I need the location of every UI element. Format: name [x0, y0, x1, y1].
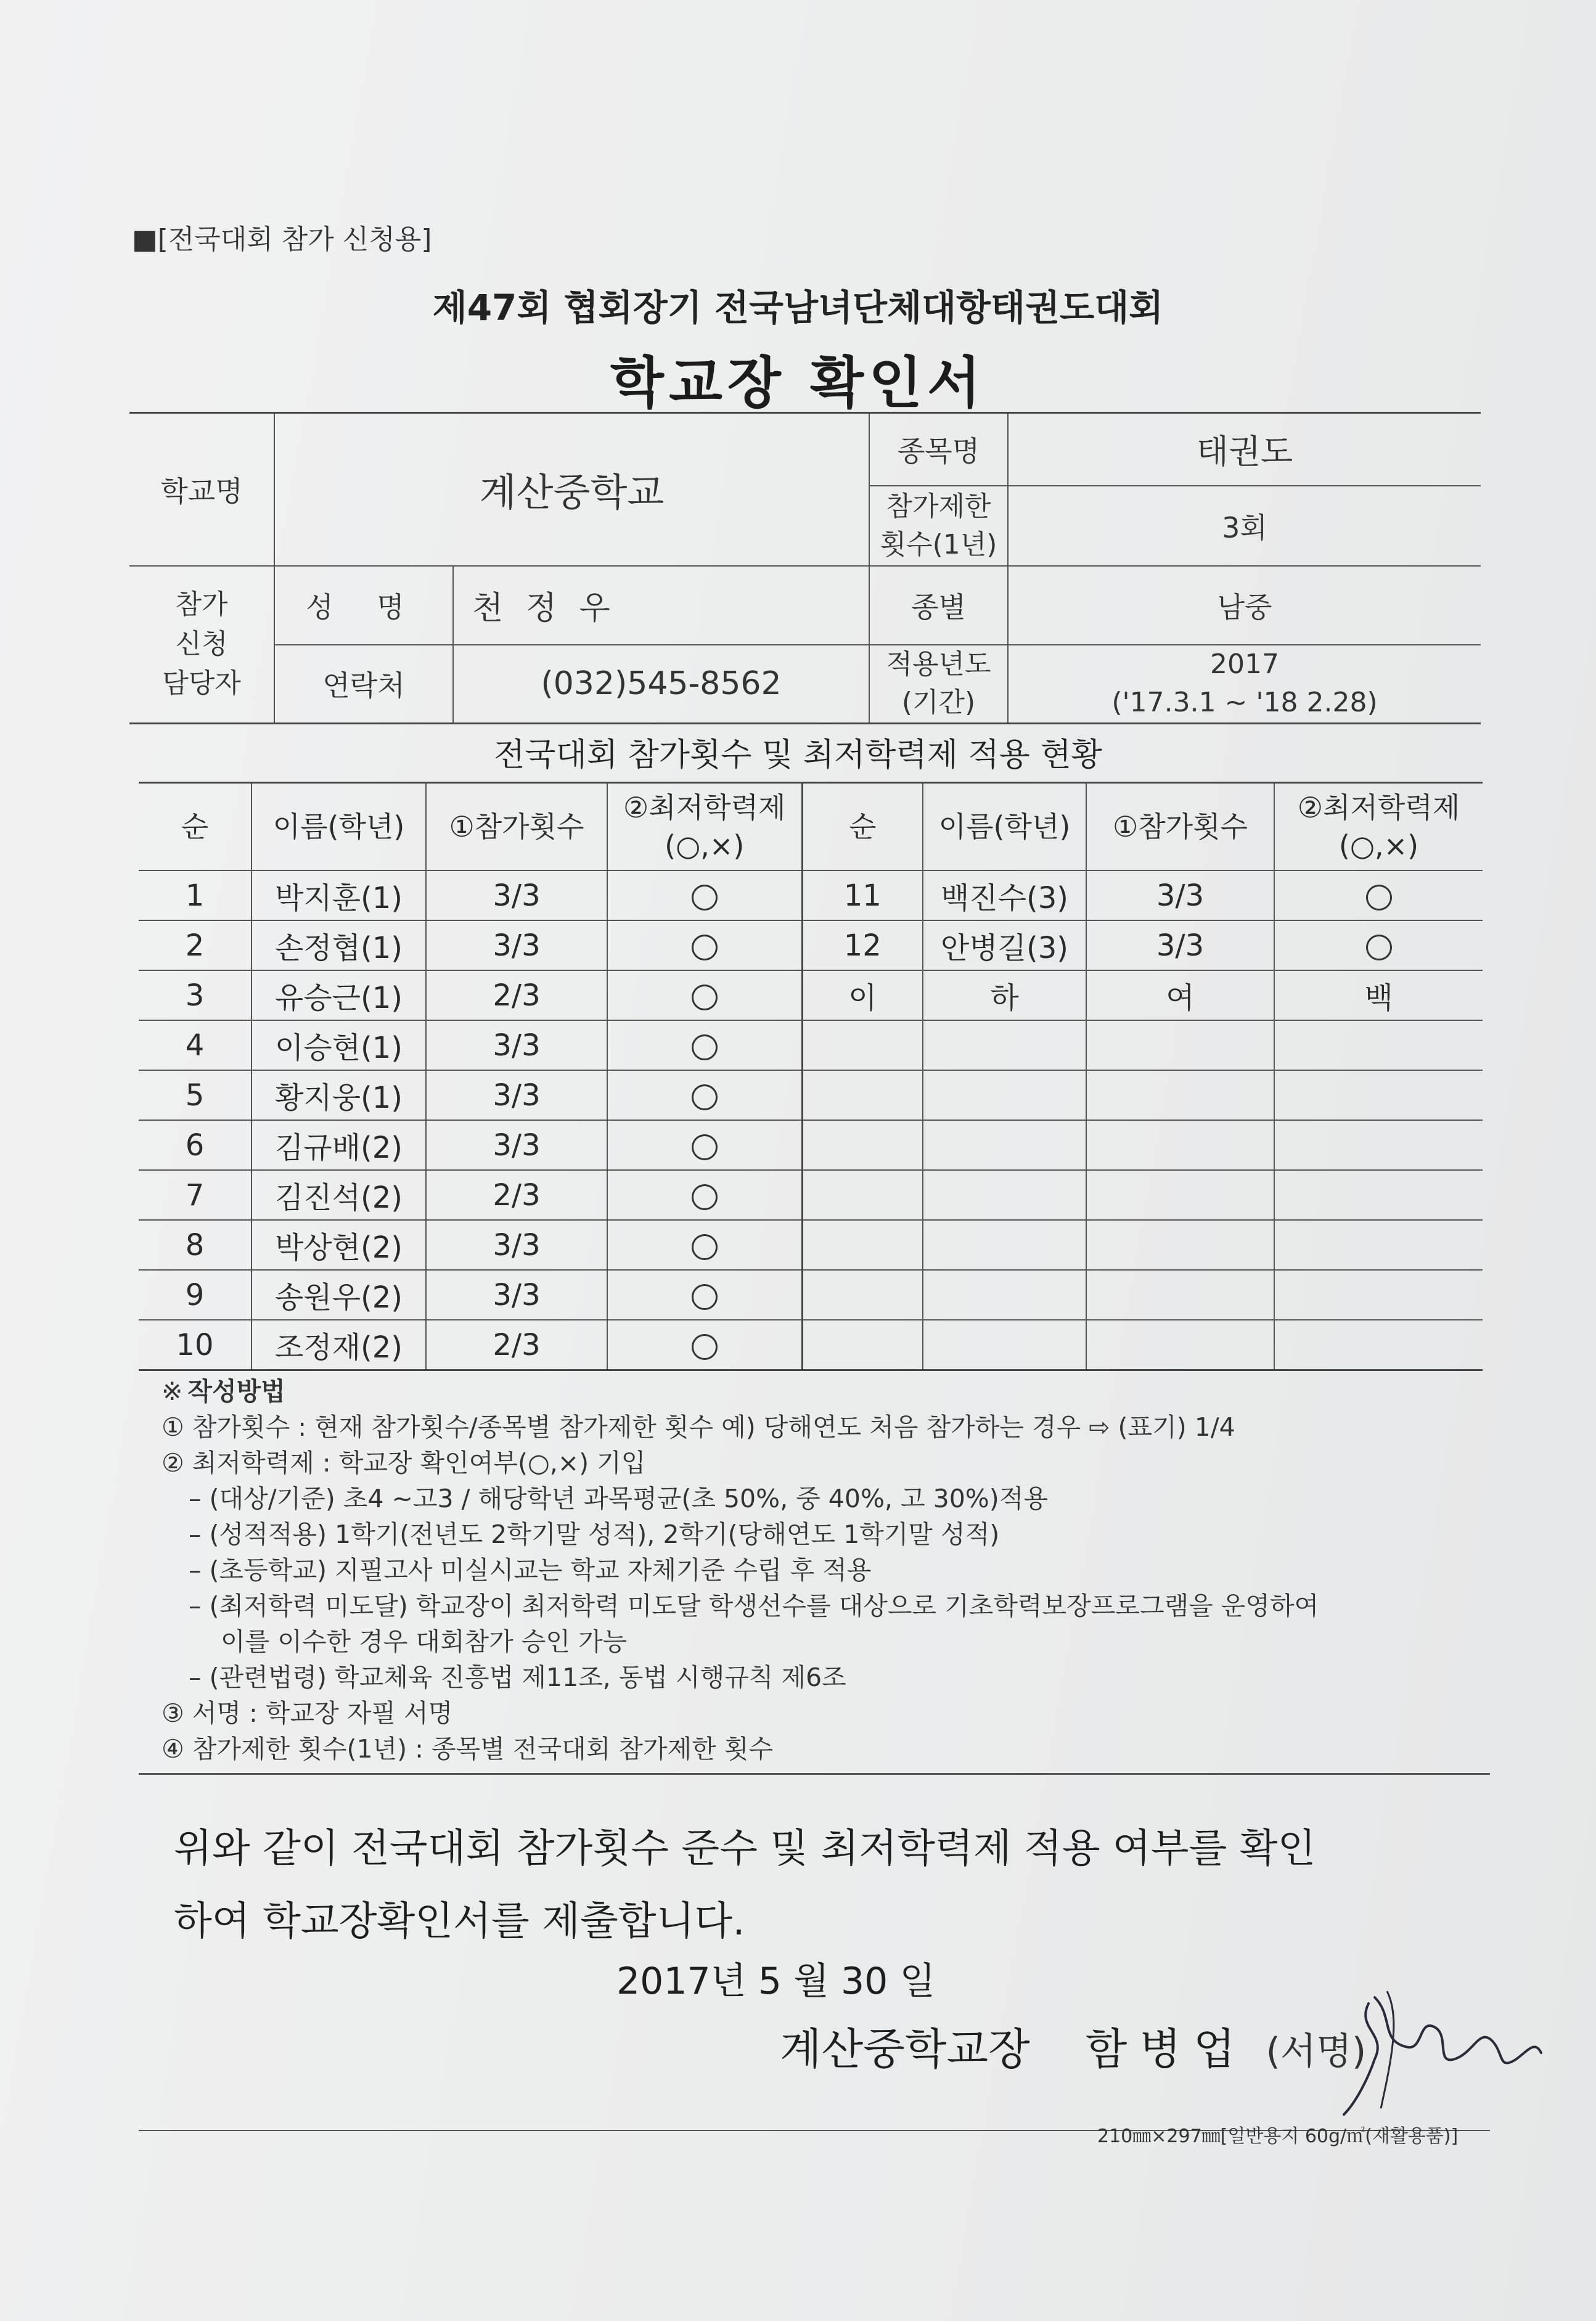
name-value: 천 정 우 [453, 566, 869, 645]
circle-mark [1366, 935, 1392, 960]
handwritten-signature [1332, 1979, 1553, 2121]
table-row: 6 김규배(2) 3/3 [139, 1120, 1483, 1170]
note-item: ③ 서명 : 학교장 자필 서명 [162, 1698, 453, 1728]
info-table [129, 412, 1481, 724]
contact-value: (032)545-8562 [453, 645, 869, 724]
document-title: 학교장 확인서 [610, 351, 986, 415]
blank-mark: 하 [923, 970, 1086, 1020]
instructions [162, 1373, 1319, 1767]
limit-label: 참가제한 횟수(1년) [869, 486, 1008, 566]
note-item: – (초등학교) 지필고사 미실시교는 학교 자체기준 수립 후 적용 [189, 1555, 872, 1585]
year-label: 적용년도 (기간) [869, 645, 1008, 724]
table-row: 7 김진석(2) 2/3 [139, 1170, 1483, 1220]
status-table [139, 782, 1483, 1371]
header-academic: ②최저학력제 (○,×) [1274, 783, 1483, 871]
school-label: 학교명 [129, 413, 274, 566]
header-no: 순 [139, 783, 252, 871]
note-item: ② 최저학력제 : 학교장 확인여부(○,×) 기입 [162, 1448, 646, 1478]
contact-label: 연락처 [274, 645, 453, 724]
circle-mark [692, 935, 718, 960]
gender-label: 종별 [869, 566, 1008, 645]
blank-mark: 이 [802, 970, 923, 1020]
event-title: 제47회 협회장기 전국남녀단체대항태권도대회 [432, 287, 1164, 329]
note-item: ① 참가횟수 : 현재 참가횟수/종목별 참가제한 횟수 예) 당해연도 처음 참가하는 경우 ⇨ (표기) 1/4 [162, 1412, 1235, 1442]
circle-mark [692, 984, 718, 1010]
divider [139, 1773, 1490, 1775]
circle-mark [692, 885, 718, 911]
circle-mark [692, 1084, 718, 1110]
header-name: 이름(학년) [923, 783, 1086, 871]
declaration: 위와 같이 전국대회 참가횟수 준수 및 최저학력제 적용 여부를 확인 하여 학교장확인서를 제출합니다. [174, 1826, 1316, 1944]
circle-mark [692, 1334, 718, 1360]
name-label: 성 명 [274, 566, 453, 645]
circle-mark [1366, 885, 1392, 911]
table-row: 5 황지웅(1) 3/3 [139, 1070, 1483, 1120]
note-item: ④ 참가제한 횟수(1년) : 종목별 전국대회 참가제한 횟수 [162, 1734, 773, 1764]
principal-title: 계산중학교장 [780, 2024, 1030, 2074]
event-value: 태권도 [1008, 413, 1481, 486]
circle-mark [692, 1234, 718, 1260]
header-name: 이름(학년) [252, 783, 426, 871]
note-item: – (최저학력 미도달) 학교장이 최저학력 미도달 학생선수를 대상으로 기초학력보장프로그램을 운영하여 [189, 1591, 1319, 1621]
instructions-heading: 작성방법 [187, 1377, 285, 1406]
limit-value: 3회 [1008, 486, 1481, 566]
header-count: ①참가횟수 [426, 783, 607, 871]
event-label: 종목명 [869, 413, 1008, 486]
form-tag: ■[전국대회 참가 신청용] [132, 224, 432, 255]
table-row: 4 이승현(1) 3/3 [139, 1020, 1483, 1070]
circle-mark [692, 1034, 718, 1060]
table-row: 8 박상현(2) 3/3 [139, 1220, 1483, 1270]
header-count: ①참가횟수 [1086, 783, 1274, 871]
blank-mark: 백 [1274, 970, 1483, 1020]
school-value: 계산중학교 [274, 413, 869, 566]
note-mark: ※ [162, 1377, 183, 1406]
period-value: ('17.3.1 ~ '18 2.28) [1111, 687, 1378, 719]
applicant-label: 참가 신청 담당자 [129, 566, 274, 724]
circle-mark [692, 1184, 718, 1210]
circle-mark [692, 1284, 718, 1310]
signature-label: (서명) [1266, 2030, 1367, 2073]
header-academic: ②최저학력제 (○,×) [607, 783, 802, 871]
submission-date: 2017년 5 월 30 일 [616, 1960, 936, 2003]
year-value: 2017 ('17.3.1 ~ '18 2.28) [1008, 645, 1481, 724]
paper-spec: 210㎜×297㎜[일반용지 60g/㎡(재활용품)] [1097, 2126, 1459, 2147]
principal-name: 함병업 [1085, 2024, 1248, 2074]
gender-value: 남중 [1008, 566, 1481, 645]
note-item: – (성적적용) 1학기(전년도 2학기말 성적), 2학기(당해연도 1학기말 성적) [189, 1520, 1000, 1549]
note-item: 이를 이수한 경우 대회참가 승인 가능 [221, 1627, 628, 1656]
table-row: 2 손정협(1) 3/3 12 안병길(3) 3/3 [139, 920, 1483, 970]
note-item: – (대상/기준) 초4 ~고3 / 해당학년 과목평균(초 50%, 중 40%, 고 30%)적용 [189, 1484, 1048, 1513]
table-row: 9 송원우(2) 3/3 [139, 1270, 1483, 1320]
blank-mark: 여 [1086, 970, 1274, 1020]
principal-line [780, 2015, 1366, 2077]
header-no: 순 [802, 783, 923, 871]
note-item: – (관련법령) 학교체육 진흥법 제11조, 동법 시행규칙 제6조 [189, 1663, 846, 1692]
status-title: 전국대회 참가횟수 및 최저학력제 적용 현황 [494, 737, 1102, 774]
table-row: 3 유승근(1) 2/3 이 하 여 백 [139, 970, 1483, 1020]
circle-mark [692, 1134, 718, 1160]
table-row: 1 박지훈(1) 3/3 11 백진수(3) 3/3 [139, 870, 1483, 920]
table-row: 10 조정재(2) 2/3 [139, 1320, 1483, 1370]
